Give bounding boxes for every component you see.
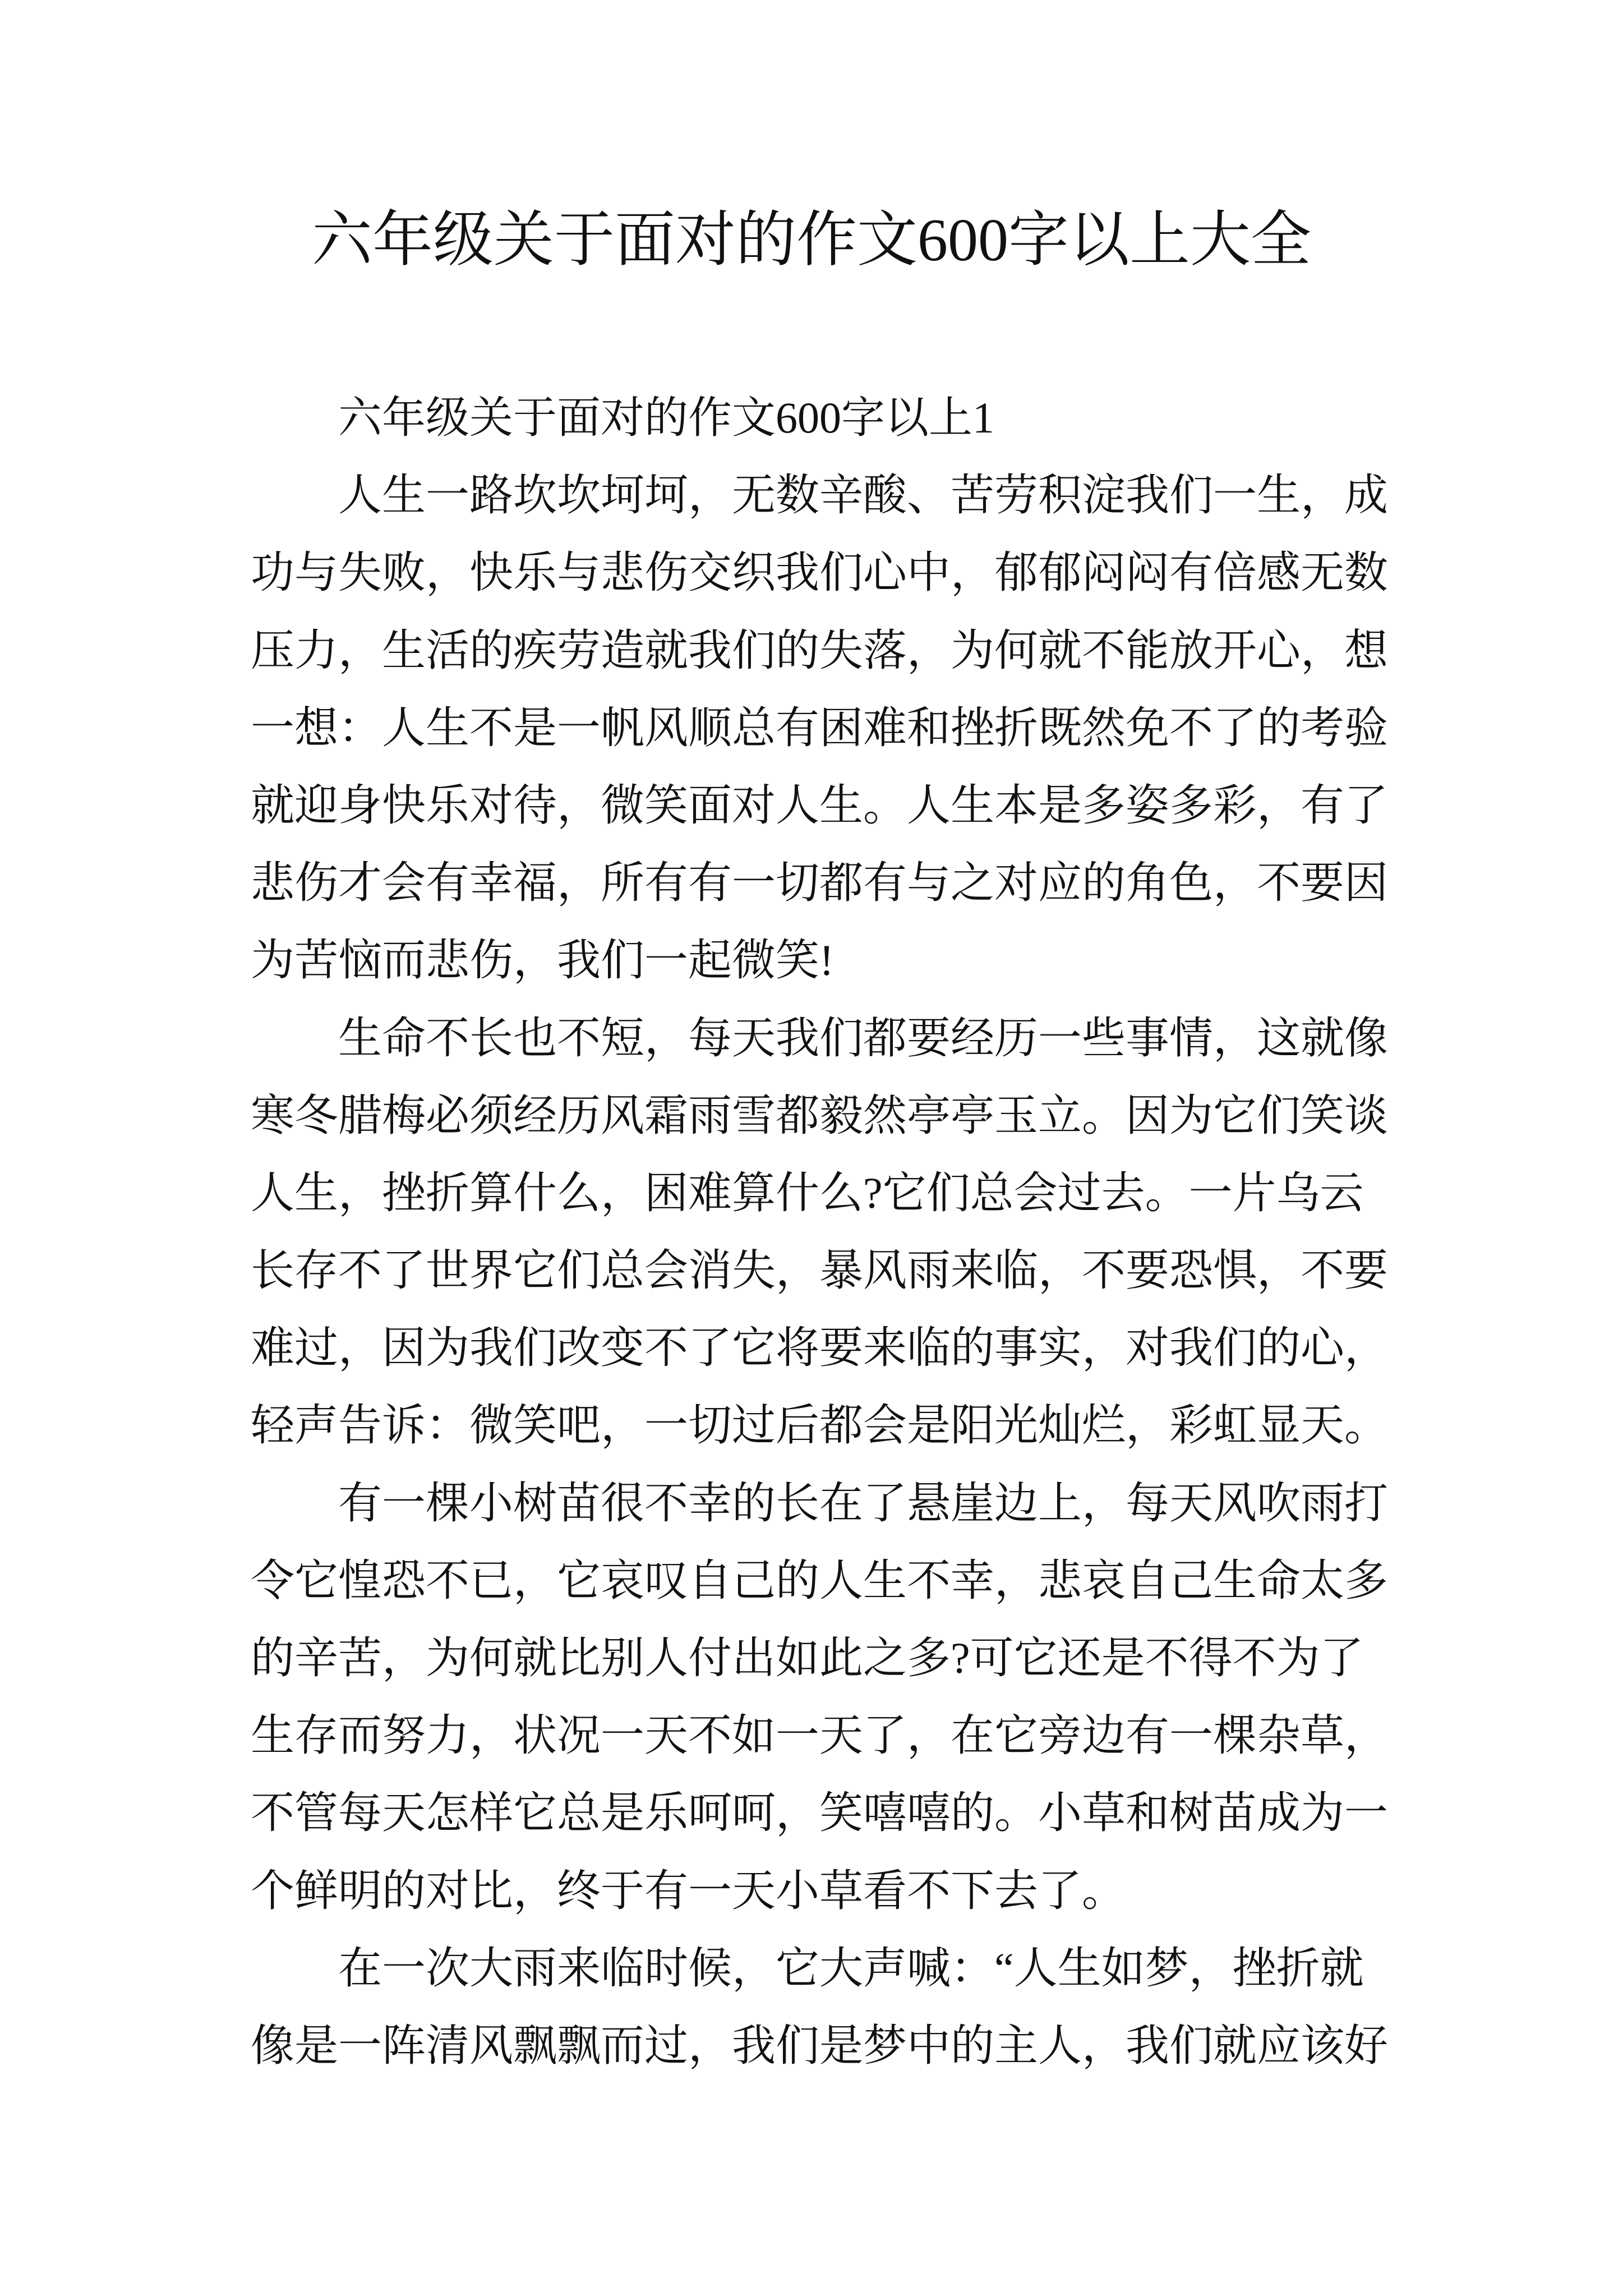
text-line: 像是一阵清风飘飘而过，我们是梦中的主人，我们就应该好 <box>251 2021 1389 2070</box>
document-title: 六年级关于面对的作文600字以上大全 <box>311 207 1311 274</box>
text-line: 的辛苦，为何就比别人付出如此之多?可它还是不得不为了 <box>251 1634 1364 1682</box>
text-line: 功与失败，快乐与悲伤交织我们心中，郁郁闷闷有倍感无数 <box>251 548 1389 597</box>
text-line: 一想：人生不是一帆风顺总有困难和挫折既然免不了的考验 <box>251 703 1389 752</box>
paragraph <box>251 1930 1395 2085</box>
text-line: 长存不了世界它们总会消失，暴风雨来临，不要恐惧，不要 <box>251 1246 1389 1295</box>
text-line: 人生一路坎坎坷坷，无数辛酸、苦劳积淀我们一生，成 <box>338 471 1389 520</box>
text-line: 不管每天怎样它总是乐呵呵，笑嘻嘻的。小草和树苗成为一 <box>251 1788 1389 1838</box>
text-line: 轻声告诉：微笑吧，一切过后都会是阳光灿烂，彩虹显天。 <box>251 1401 1389 1450</box>
text-line: 悲伤才会有幸福，所有有一切都有与之对应的角色，不要因 <box>251 858 1389 908</box>
section-heading: 六年级关于面对的作文600字以上1 <box>338 393 995 442</box>
text-line: 为苦恼而悲伤，我们一起微笑! <box>251 936 834 985</box>
text-line: 难过，因为我们改变不了它将要来临的事实，对我们的心， <box>251 1323 1389 1373</box>
text-line: 个鲜明的对比，终于有一天小草看不下去了。 <box>251 1866 1126 1915</box>
paragraph <box>251 1000 1395 1465</box>
text-line: 寒冬腊梅必须经历风霜雨雪都毅然亭亭玉立。因为它们笑谈 <box>251 1091 1389 1140</box>
text-line: 就迎身快乐对待，微笑面对人生。人生本是多姿多彩，有了 <box>251 780 1389 830</box>
text-line: 人生，挫折算什么，困难算什么?它们总会过去。一片乌云 <box>251 1168 1364 1217</box>
text-line: 生命不长也不短，每天我们都要经历一些事情，这就像 <box>338 1013 1389 1062</box>
text-line: 生存而努力，状况一天不如一天了，在它旁边有一棵杂草， <box>251 1711 1389 1760</box>
text-line: 有一棵小树苗很不幸的长在了悬崖边上，每天风吹雨打 <box>338 1478 1389 1527</box>
text-line: 在一次大雨来临时候，它大声喊：“人生如梦，挫折就 <box>338 1943 1364 1993</box>
text-line: 令它惶恐不已，它哀叹自己的人生不幸，悲哀自己生命太多 <box>251 1556 1389 1605</box>
paragraph <box>251 1465 1395 1930</box>
paragraph <box>251 457 1395 999</box>
document-body <box>251 379 1395 2085</box>
text-line: 压力，生活的疾劳造就我们的失落，为何就不能放开心，想 <box>251 625 1389 675</box>
